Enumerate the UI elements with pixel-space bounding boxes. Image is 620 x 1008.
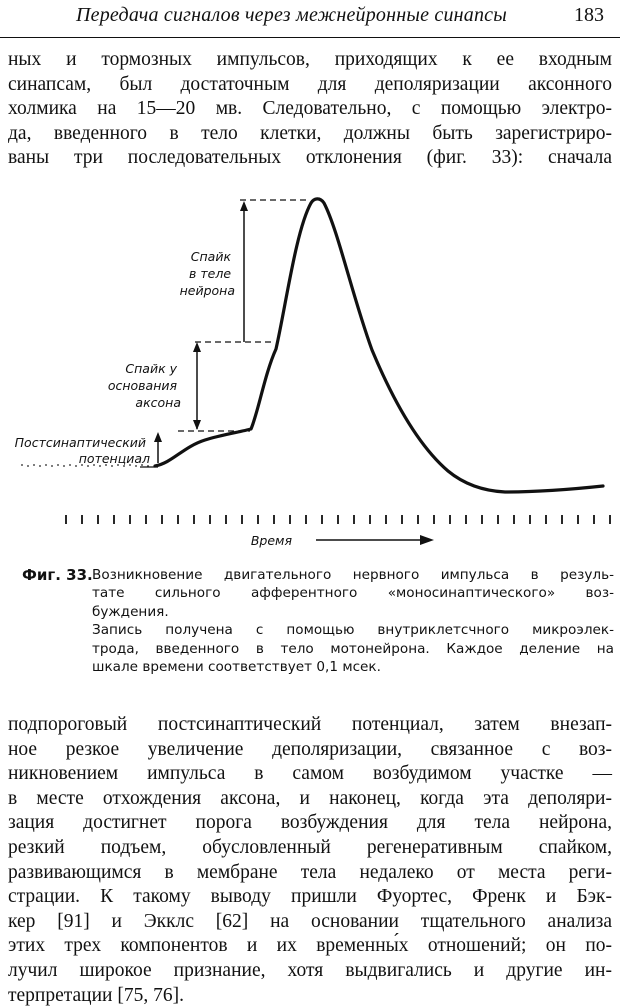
running-title: Передача сигналов через межнейронные синапсы xyxy=(76,4,508,26)
time-arrow xyxy=(316,535,434,545)
text-line: подпороговый постсинаптический потенциал, затем внезап- xyxy=(8,714,612,735)
text-line: зация достигнет порога возбуждения для тела нейрона, xyxy=(8,812,612,834)
text-line: холмика на 15—20 мв. Следовательно, с помощью электро- xyxy=(8,98,612,120)
text-line: резкий подъем, обусловленный регенеративным спайком, xyxy=(8,836,612,858)
figure-33 xyxy=(0,185,620,560)
caption-line: тате сильного афферентного «моносинаптического» воз- xyxy=(92,585,614,602)
label-psp: Постсинаптический потенциал xyxy=(14,435,150,466)
potential-trace xyxy=(155,199,603,492)
figure-svg xyxy=(0,185,620,560)
caption-figure-number: Фиг. 33. xyxy=(22,566,93,584)
text-line: кер [91] и Экклс [62] на основании тщательного анализа xyxy=(8,910,612,932)
level-markers xyxy=(140,200,308,467)
time-scale-ticks xyxy=(66,515,610,524)
page-number: 183 xyxy=(574,4,604,26)
span-arrows xyxy=(154,201,248,463)
caption-line: шкале времени соответствует 0,1 мсек. xyxy=(92,659,381,676)
label-spike-axon: Спайк у основания аксона xyxy=(107,361,181,410)
paragraph-top xyxy=(8,48,612,171)
text-line: терпретации [75, 76]. xyxy=(8,984,184,1006)
text-line: да, введенного в тело клетки, должны быть зарегистриро- xyxy=(8,122,612,144)
text-line: ных и тормозных импульсов, приходящих к ее входным xyxy=(8,49,612,70)
text-line: ное резкое увеличение деполяризации, связанное с воз- xyxy=(8,738,612,760)
caption-line: Возникновение двигательного нервного импульса в резуль- xyxy=(92,567,614,583)
text-line: страции. К такому выводу пришли Фуортес, Френк и Бэк- xyxy=(8,886,612,908)
text-line: синапсам, был достаточным для деполяризации аксонного xyxy=(8,73,612,95)
caption-line: трода, введенного в тело мотонейрона. Каждое деление на xyxy=(92,640,614,657)
running-head xyxy=(0,0,620,38)
text-line: этих трех компонентов и их временны́х отношений; он по- xyxy=(8,935,612,957)
text-line: развивающимся в мембране тела недалеко от места реги- xyxy=(8,861,612,883)
text-line: лучил широкое признание, хотя выдвигались и другие ин- xyxy=(8,959,612,981)
caption-text xyxy=(92,566,614,676)
caption-line: буждения. xyxy=(92,603,169,620)
text-line: никновением импульса в самом возбудимом участке — xyxy=(8,763,612,785)
text-line: в месте отхождения аксона, и наконец, когда эта деполяри- xyxy=(8,787,612,809)
caption-line: Запись получена с помощью внутриклетсчного микроэлек- xyxy=(92,622,614,639)
label-spike-soma: Спайк в теле нейрона xyxy=(179,249,235,298)
time-axis-label: Время xyxy=(250,533,292,548)
paragraph-bottom xyxy=(8,713,612,1008)
text-line: ваны три последовательных отклонения (фиг. 33): сначала xyxy=(8,147,612,169)
